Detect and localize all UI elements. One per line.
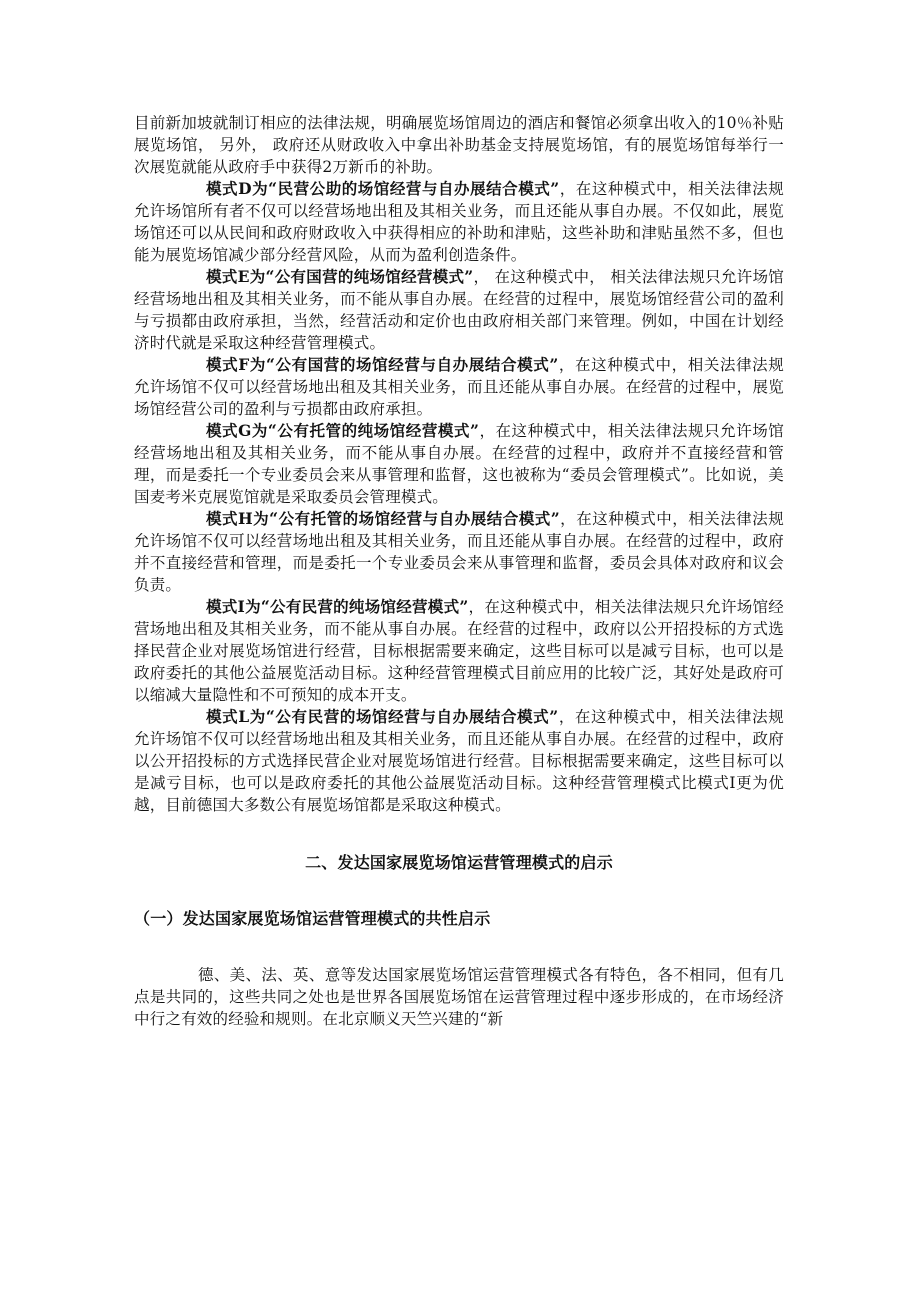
mode-g-lead: 模式G为“公有托管的纯场馆经营模式” (206, 421, 480, 440)
mode-e-text: ， 在这种模式中， 相关法律法规只允许场馆经营场地出租及其相关业务，而不能从事自办展。在经营的过程中，展览场馆经营公司的盈利与亏损都由政府承担，当然，经营活动和定价也由政府相关部门来管理。例如，中国在计划经济时代就是采取这种经营管理模式。 (134, 268, 784, 352)
mode-h-lead: 模式H为“公有托管的场馆经营与自办展结合模式” (206, 509, 560, 528)
mode-f-lead: 模式F为“公有国营的场馆经营与自办展结合模式” (206, 355, 559, 374)
mode-d-lead: 模式D为“民营公助的场馆经营与自办展结合模式” (206, 179, 560, 198)
section-title: 二、发达国家展览场馆运营管理模式的启示 (305, 853, 613, 872)
mode-d-paragraph (134, 178, 784, 266)
mode-g-paragraph (134, 420, 784, 508)
mode-h-paragraph (134, 508, 784, 596)
mode-e-lead: 模式E为“公有国营的纯场馆经营模式” (206, 267, 474, 286)
mode-i-text: ，在这种模式中，相关法律法规只允许场馆经营场地出租及其相关业务，而不能从事自办展。在经营的过程中，政府以公开招投标的方式选择民营企业对展览场馆进行经营，目标根据需要来确定，这些目标可以是减亏目标，也可以是政府委托的其他公益展览活动目标。这种经营管理模式目前应用的比较广泛，其好处是政府可以缩减大量隐性和不可预知的成本开支。 (134, 598, 784, 704)
closing-paragraph: 德、美、法、英、意等发达国家展览场馆运营管理模式各有特色，各不相同，但有几点是共同的，这些共同之处也是世界各国展览场馆在运营管理过程中逐步形成的，在市场经济中行之有效的经验和规则。在北京顺义天竺兴建的“新 (134, 966, 784, 1028)
mode-l-paragraph (134, 706, 784, 816)
mode-d-text: ，在这种模式中，相关法律法规允许场馆所有者不仅可以经营场地出租及其相关业务，而且还能从事自办展。不仅如此，展览场馆还可以从民间和政府财政收入中获得相应的补助和津贴，这些补助和津贴虽然不多，但也能为展览场馆减少部分经营风险，从而为盈利创造条件。 (134, 180, 784, 264)
mode-l-text: ，在这种模式中，相关法律法规允许场馆不仅可以经营场地出租及其相关业务，而且还能从事自办展。在经营的过程中，政府以公开招投标的方式选择民营企业对展览场馆进行经营。目标根据需要来确定，这些目标可以是减亏目标，也可以是政府委托的其他公益展览活动目标。这种经营管理模式比模式I更为优越，目前德国大多数公有展览场馆都是采取这种模式。 (134, 708, 784, 814)
mode-f-text: ，在这种模式中，相关法律法规允许场馆不仅可以经营场地出租及其相关业务，而且还能从事自办展。在经营的过程中，展览场馆经营公司的盈利与亏损都由政府承担。 (134, 356, 784, 418)
mode-l-lead: 模式L为“公有民营的场馆经营与自办展结合模式” (206, 707, 559, 726)
mode-f-paragraph (134, 354, 784, 420)
intro-paragraph: 目前新加坡就制订相应的法律法规，明确展览场馆周边的酒店和餐馆必须拿出收入的10％补贴展览场馆， 另外， 政府还从财政收入中拿出补助基金支持展览场馆，有的展览场馆每举行一次展览就能从政府手中获得2万新币的补助。 (134, 114, 784, 176)
sub-title: （一）发达国家展览场馆运营管理模式的共性启示 (134, 909, 491, 928)
document-page (134, 112, 784, 1030)
mode-i-lead: 模式I为“公有民营的纯场馆经营模式” (206, 597, 469, 616)
mode-g-text: ，在这种模式中，相关法律法规只允许场馆经营场地出租及其相关业务，而不能从事自办展。在经营的过程中，政府并不直接经营和管理，而是委托一个专业委员会来从事管理和监督，这也被称为“委员会管理模式”。比如说，美国麦考米克展览馆就是采取委员会管理模式。 (134, 422, 785, 506)
mode-i-paragraph (134, 596, 784, 706)
mode-e-paragraph (134, 266, 784, 354)
mode-h-text: ，在这种模式中，相关法律法规允许场馆不仅可以经营场地出租及其相关业务，而且还能从事自办展。在经营的过程中，政府并不直接经营和管理，而是委托一个专业委员会来从事管理和监督，委员会具体对政府和议会负责。 (134, 510, 784, 594)
